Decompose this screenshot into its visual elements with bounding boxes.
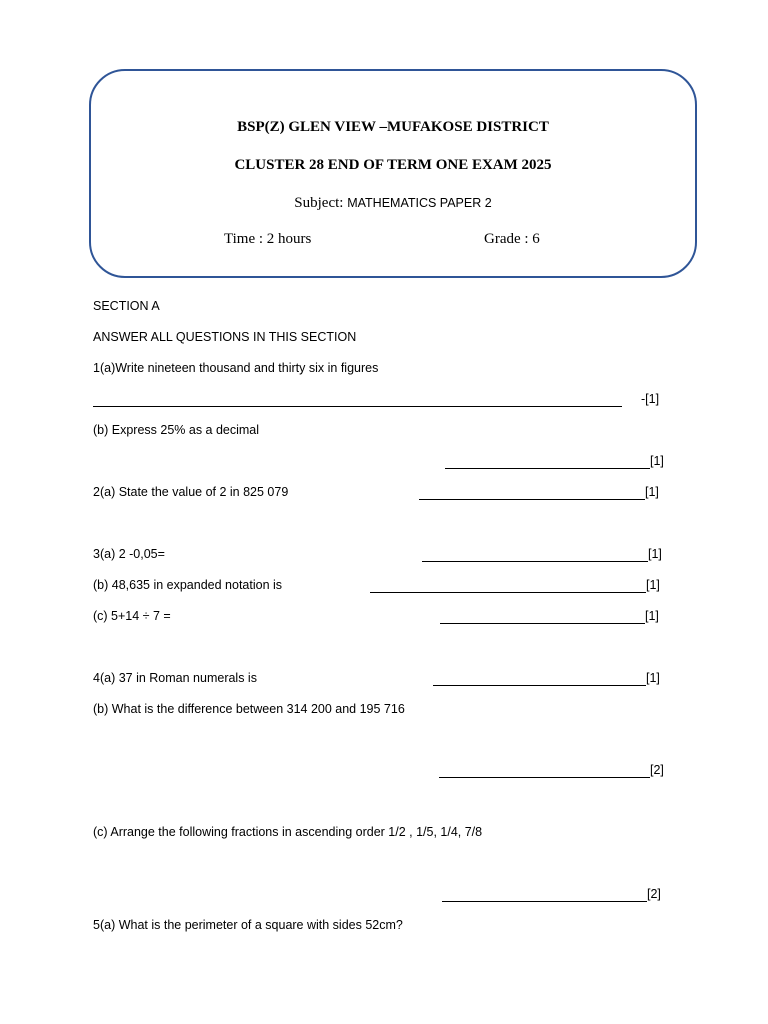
question-5a: 5(a) What is the perimeter of a square with sides 52cm? [93,918,403,932]
answer-line-3a[interactable] [422,560,648,562]
answer-line-4a[interactable] [433,684,646,686]
mark-4b: [2] [650,763,664,777]
question-3b: (b) 48,635 in expanded notation is [93,578,283,592]
answer-line-3c[interactable] [440,622,645,624]
mark-4c: [2] [647,887,661,901]
question-1b: (b) Express 25% as a decimal [93,423,260,437]
question-1a: 1(a)Write nineteen thousand and thirty six in figures [93,361,379,375]
question-4a: 4(a) 37 in Roman numerals is [93,671,257,685]
subject-label: Subject: [294,195,344,211]
subject-line [91,195,695,212]
time-allowed: Time : 2 hours [224,231,312,247]
answer-line-4c[interactable] [442,900,647,902]
answer-line-1b[interactable] [445,467,650,469]
exam-header-box [89,69,697,278]
exam-title: CLUSTER 28 END OF TERM ONE EXAM 2025 [234,157,552,173]
question-3c: (c) 5+14 ÷ 7 = [93,609,171,623]
question-2a: 2(a) State the value of 2 in 825 079 [93,485,289,499]
question-4b: (b) What is the difference between 314 200 and 195 716 [93,702,405,716]
answer-line-3b[interactable] [370,591,646,593]
section-title: SECTION A [93,299,160,313]
question-3a: 3(a) 2 -0,05= [93,547,165,561]
question-4c: (c) Arrange the following fractions in ascending order 1/2 , 1/5, 1/4, 7/8 [93,825,483,839]
mark-4a: [1] [646,671,660,685]
mark-3c: [1] [645,609,659,623]
grade-level: Grade : 6 [484,231,540,247]
answer-line-2a[interactable] [419,498,645,500]
subject-value: MATHEMATICS PAPER 2 [347,196,492,210]
mark-3b: [1] [646,578,660,592]
district-title: BSP(Z) GLEN VIEW –MUFAKOSE DISTRICT [237,119,549,135]
answer-line-4b[interactable] [439,776,650,778]
mark-2a: [1] [645,485,659,499]
mark-1a: -[1] [641,392,660,406]
mark-3a: [1] [648,547,662,561]
answer-line-1a[interactable] [93,405,622,407]
mark-1b: [1] [650,454,664,468]
section-instruction: ANSWER ALL QUESTIONS IN THIS SECTION [93,330,357,344]
